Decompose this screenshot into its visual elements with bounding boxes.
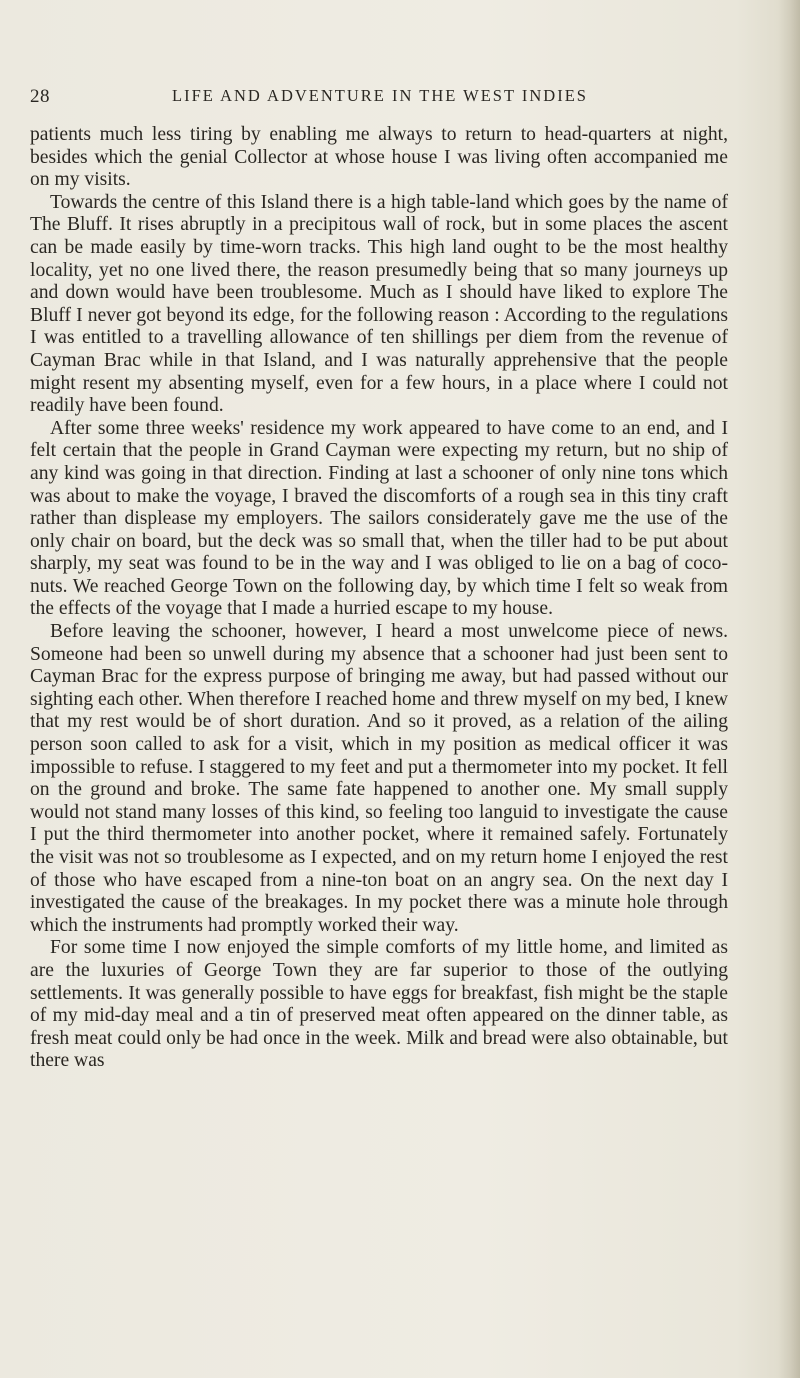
paragraph-unwelcome-news: Before leaving the schooner, however, I heard a most unwelcome piece of news. Someone had been so unwell during my absence that a schooner had just been sent to Cayman Brac for the express purpose of bringing me away, but had passed without our sighting each other. When therefore I reached home and threw myself on my bed, I knew that my rest would be of short duration. And so it proved, as a relation of the ailing person soon called to ask for a visit, which in my position as medical officer it was impossible to refuse. I staggered to my feet and put a thermometer into my pocket. It fell on the ground and broke. The same fate happened to another one. My small supply would not stand many losses of this kind, so feeling too languid to investigate the cause I put the third thermometer into another pocket, where it remained safely. Fortunately the visit was not so troublesome as I expected, and on my return home I enjoyed the rest of those who have escaped from a nine-ton boat on an angry sea. On the next day I investigated the cause of the breakages. In my pocket there was a minute hole through which the instruments had promptly worked their way. — [30, 621, 728, 936]
page-number: 28 — [30, 86, 50, 107]
running-head: LIFE AND ADVENTURE IN THE WEST INDIES — [172, 86, 588, 105]
page-header — [30, 86, 730, 108]
paragraph-the-bluff: Towards the centre of this Island there is a high table-land which goes by the name of The Bluff. It rises abruptly in a precipitous wall of rock, but in some places the ascent can be made easily by time-worn tracks. This high land ought to be the most healthy locality, yet no one lived there, the reason presumedly being that so many journeys up and down would have been troublesome. Much as I should have liked to explore The Bluff I never got beyond its edge, for the following reason : According to the regulations I was entitled to a travelling allowance of ten shillings per diem from the revenue of Cayman Brac while in that Island, and I was naturally apprehensive that the people might resent my absenting myself, even for a few hours, in a place where I could not readily have been found. — [30, 191, 728, 417]
paragraph-schooner-voyage: After some three weeks' residence my work appeared to have come to an end, and I felt certain that the people in Grand Cayman were expecting my return, but no ship of any kind was going in that direction. Finding at last a schooner of only nine tons which was about to make the voyage, I braved the discomforts of a rough sea in this tiny craft rather than displease my employers. The sailors considerately gave me the use of the only chair on board, but the deck was so small that, when the tiller had to be put about sharply, my seat was found to be in the way and I was obliged to lie on a bag of coco-nuts. We reached George Town on the following day, by which time I felt so weak from the effects of the voyage that I made a hurried escape to my house. — [30, 417, 728, 620]
paragraph-home-comforts: For some time I now enjoyed the simple comforts of my little home, and limited as are the luxuries of George Town they are far superior to those of the outlying settlements. It was generally possible to have eggs for breakfast, fish might be the staple of my mid-day meal and a tin of preserved meat often appeared on the dinner table, as fresh meat could only be had once in the week. Milk and bread were also obtainable, but there was — [30, 937, 728, 1072]
paragraph-continued: patients much less tiring by enabling me always to return to head-quarters at night, besides which the genial Collector at whose house I was living often accompanied me on my visits. — [30, 124, 728, 191]
page-edge-shadow — [778, 0, 800, 1378]
body-text — [30, 124, 728, 1073]
